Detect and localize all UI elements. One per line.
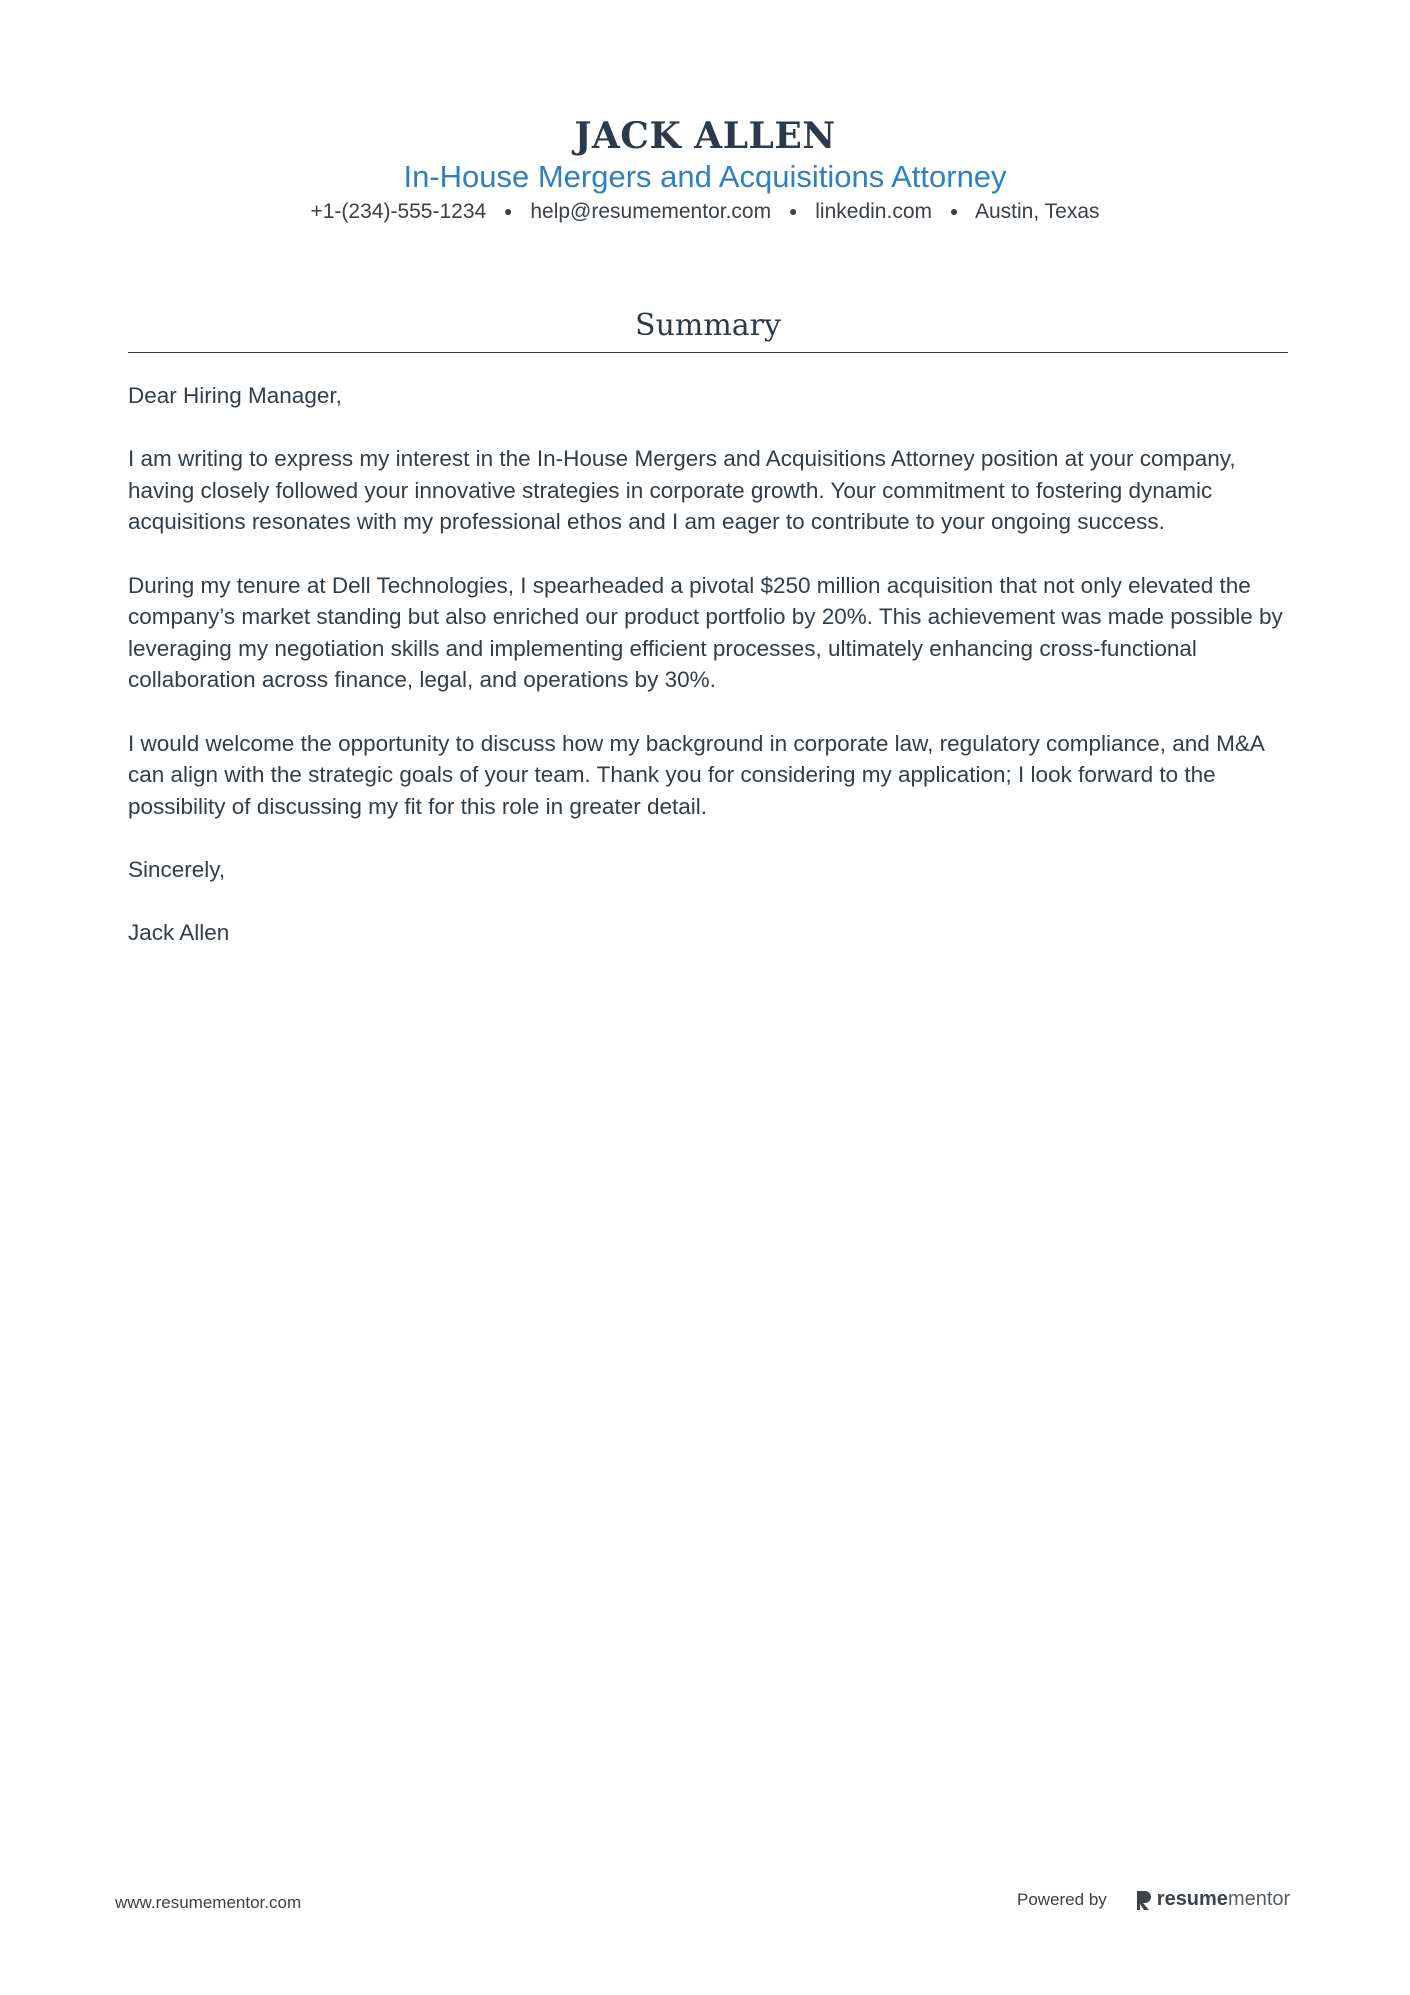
location: Austin, Texas bbox=[975, 200, 1100, 223]
letter-greeting: Dear Hiring Manager, bbox=[128, 383, 342, 408]
job-title: In-House Mergers and Acquisitions Attorney bbox=[403, 159, 1007, 194]
letter-paragraph: I would welcome the opportunity to discuss how my background in corporate law, regulatory compliance, and M&A can align with the strategic goals of your team. Thank you for considering my application; I look forward to the possibility of discussing my fit for this role in greater detail. bbox=[128, 730, 1264, 819]
section-heading-summary: Summary bbox=[635, 308, 781, 343]
letter-signature: Jack Allen bbox=[128, 920, 230, 946]
letter-paragraph: I am writing to express my interest in the In-House Mergers and Acquisitions Attorney position at your company, having closely followed your innovative strategies in corporate growth. Your commitment to fostering dynamic acquisitions resonates with my professional ethos and I am eager to contribute to your ongoing success. bbox=[128, 446, 1236, 535]
footer-branding bbox=[1017, 1888, 1290, 1911]
email-address: help@resumementor.com bbox=[530, 200, 772, 223]
letter-header bbox=[0, 112, 1410, 227]
applicant-name: JACK ALLEN bbox=[574, 115, 836, 157]
bullet-separator: ● bbox=[788, 203, 798, 219]
resumementor-logo bbox=[1135, 1888, 1290, 1911]
footer-website: www.resumementor.com bbox=[115, 1893, 302, 1912]
bullet-separator: ● bbox=[504, 203, 513, 219]
powered-by-label: Powered by bbox=[1017, 1889, 1107, 1909]
contact-line bbox=[0, 196, 1410, 227]
linkedin-link: linkedin.com bbox=[815, 200, 932, 223]
section-divider bbox=[128, 352, 1288, 353]
phone-number: +1-(234)-555-1234 bbox=[310, 200, 487, 223]
letter-closing: Sincerely, bbox=[128, 856, 226, 882]
bullet-separator: ● bbox=[949, 203, 959, 219]
logo-text-light: mentor bbox=[1227, 1888, 1291, 1910]
letter-body bbox=[128, 380, 1288, 980]
letter-paragraph: During my tenure at Dell Technologies, I spearheaded a pivotal $250 million acquisition that not only elevated the company’s market standing but also enriched our product portfolio by 20%. This achievement was made possible by leveraging my negotiation skills and implementing efficient processes, ultimately enhancing cross-functional collaboration across finance, legal, and operations by 30%. bbox=[128, 572, 1283, 693]
logo-text-bold: resume bbox=[1156, 1888, 1228, 1910]
resumementor-logo-icon bbox=[1135, 1889, 1153, 1911]
